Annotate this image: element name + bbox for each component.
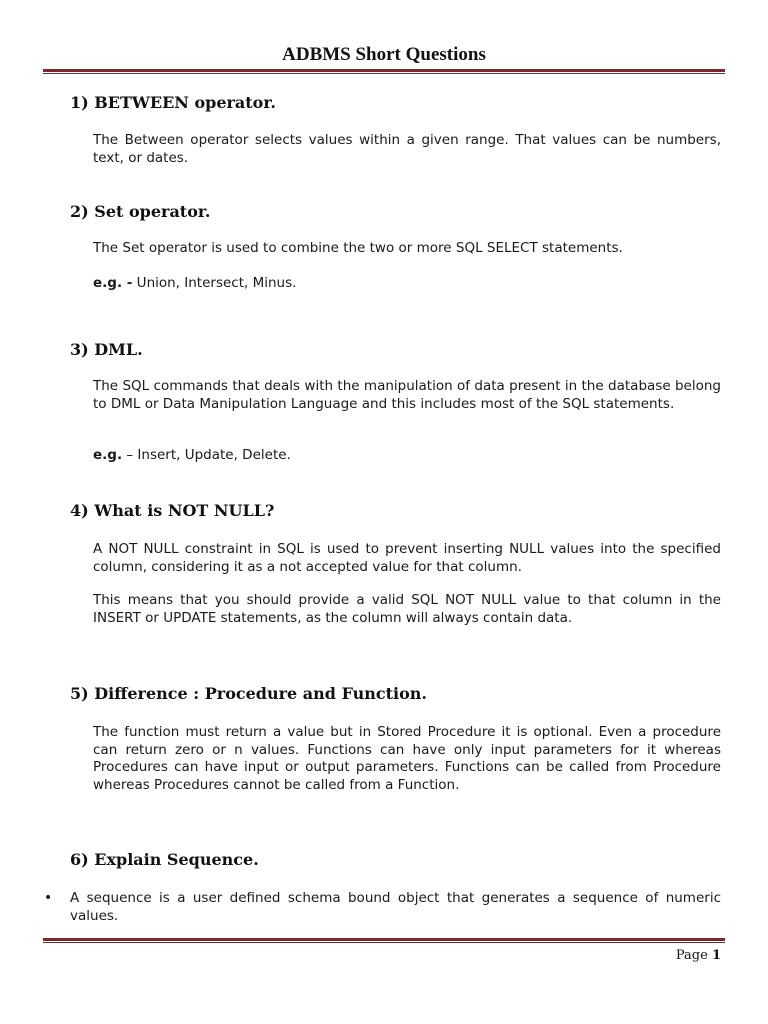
section-text-not-null-2: This means that you should provide a valid SQL NOT NULL value to that column in the INSERT or UPDATE statements, as the column will always contain data. (93, 592, 721, 626)
example-set-operator (93, 275, 721, 293)
page-number: 1 (711, 948, 721, 963)
example-label: e.g. (93, 447, 123, 463)
section-text-sequence: A sequence is a user defined schema bound object that generates a sequence of numeric values. (70, 890, 721, 924)
page-footer (676, 948, 721, 963)
section-text-between: The Between operator selects values within a given range. That values can be numbers, text, or dates. (93, 132, 721, 166)
page-title: ADBMS Short Questions (282, 44, 486, 65)
page-label: Page (675, 948, 712, 963)
section-heading-dml: 3) DML. (70, 340, 143, 359)
section-text-not-null-1: A NOT NULL constraint in SQL is used to prevent inserting NULL values into the specified column, considering it as a not accepted value for that column. (93, 541, 721, 575)
example-label: e.g. - (93, 275, 133, 291)
section-text-dml: The SQL commands that deals with the manipulation of data present in the database belong to DML or Data Manipulation Language and this includes most of the SQL statements. (93, 378, 721, 412)
example-dml (93, 447, 721, 465)
header-rule (43, 69, 725, 74)
section-heading-set-operator: 2) Set operator. (70, 202, 211, 221)
section-text-set-operator: The Set operator is used to combine the two or more SQL SELECT statements. (93, 240, 623, 256)
section-text-procedure-function: The function must return a value but in Stored Procedure it is optional. Even a procedure can return zero or n values. Functions can have only input parameters for it whereas Procedures can have input or output parameters. Functions can be called from Procedure whereas Procedures cannot be called from a Function. (93, 724, 721, 793)
example-text: – Insert, Update, Delete. (122, 447, 291, 463)
section-heading-sequence: 6) Explain Sequence. (70, 850, 259, 869)
example-text: Union, Intersect, Minus. (132, 275, 297, 291)
section-heading-not-null: 4) What is NOT NULL? (70, 501, 275, 520)
section-heading-procedure-function: 5) Difference : Procedure and Function. (70, 684, 427, 703)
bullet-marker: • (44, 890, 53, 906)
section-heading-between: 1) BETWEEN operator. (70, 93, 276, 112)
footer-rule (43, 938, 725, 943)
